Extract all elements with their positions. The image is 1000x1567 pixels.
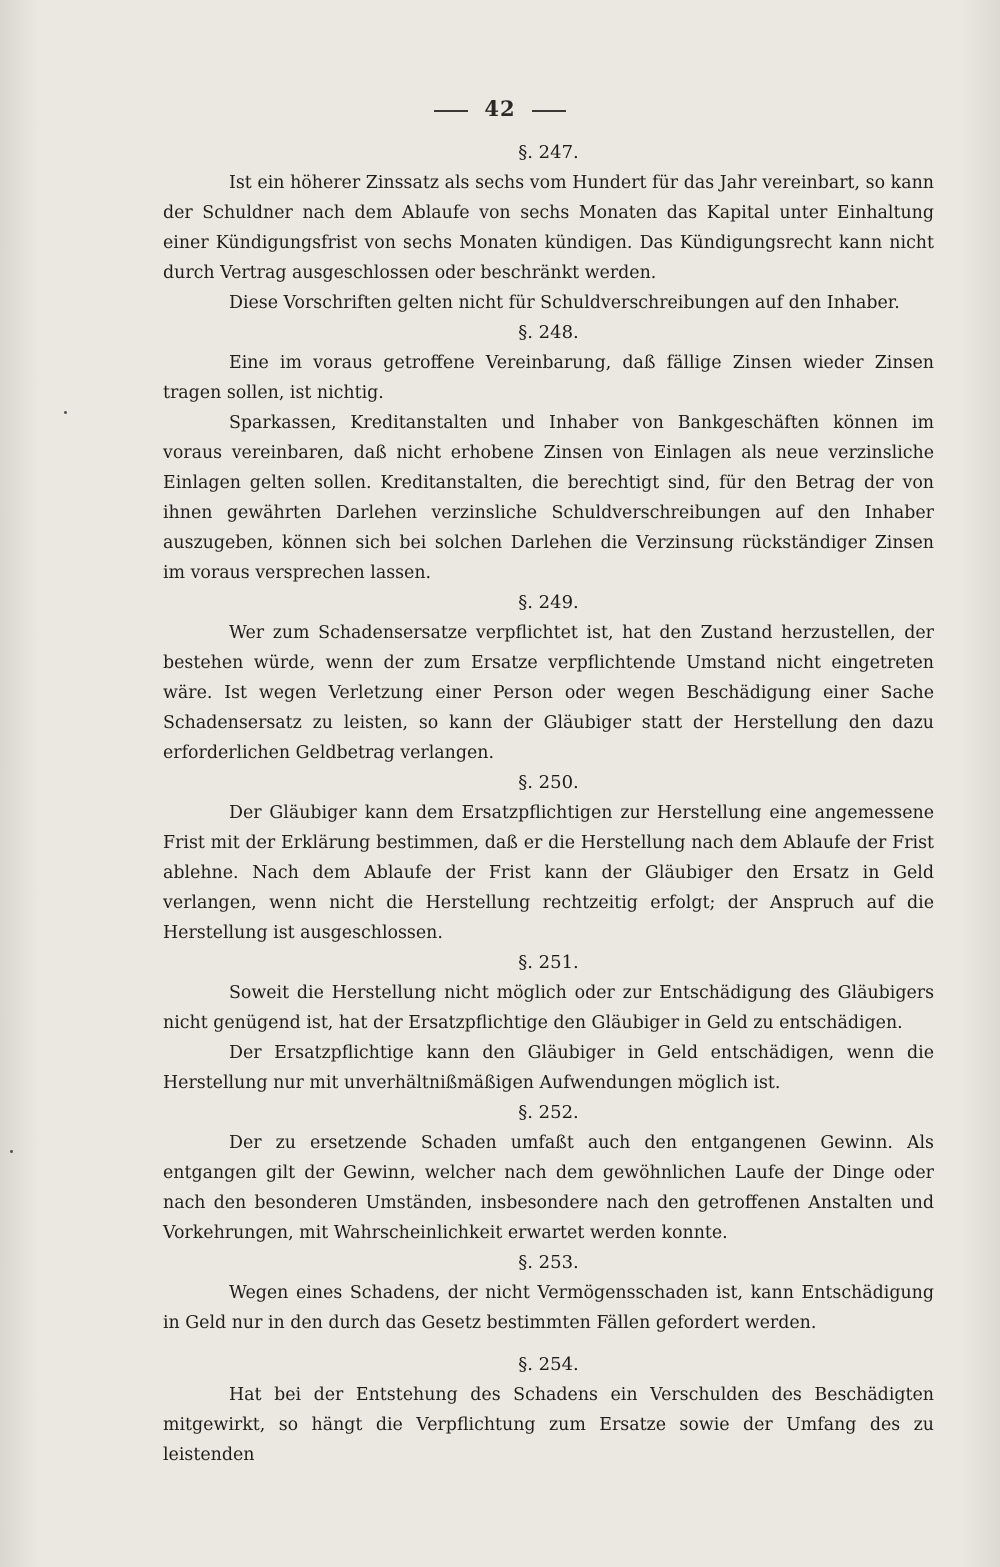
page-number-dash-left xyxy=(434,110,468,112)
paper-speck xyxy=(64,411,67,414)
paragraph-248-1: Eine im voraus getroffene Vereinbarung, daß fällige Zinsen wieder Zinsen tragen sollen, ist nichtig. xyxy=(163,353,934,403)
section-heading-249: §. 249. xyxy=(518,592,579,613)
section-heading-250: §. 250. xyxy=(518,772,579,793)
page-number xyxy=(0,96,1000,121)
section-heading-247: §. 247. xyxy=(518,142,579,163)
paragraph-254-1: Hat bei der Entstehung des Schadens ein Verschulden des Beschädigten mitgewirkt, so hängt die Verpflichtung zum Ersatze sowie der Umfang des zu leistenden xyxy=(163,1385,934,1465)
paragraph-247-1: Ist ein höherer Zinssatz als sechs vom Hundert für das Jahr vereinbart, so kann der Schuldner nach dem Ablaufe von sechs Monaten das Kapital unter Einhaltung einer Kündigungsfrist von sechs Monaten kündigen. Das Kündigungsrecht kann nicht durch Vertrag ausgeschlossen oder beschränkt werden. xyxy=(163,173,934,283)
page-number-value: 42 xyxy=(484,96,516,121)
section-heading-254: §. 254. xyxy=(518,1354,579,1375)
paragraph-249-1: Wer zum Schadensersatze verpflichtet ist, hat den Zustand herzustellen, der bestehen würde, wenn der zum Ersatze verpflichtende Umstand nicht eingetreten wäre. Ist wegen Verletzung einer Person oder wegen Beschädigung einer Sache Schadensersatz zu leisten, so kann der Gläubiger statt der Herstellung den dazu erforderlichen Geldbetrag verlangen. xyxy=(163,623,934,763)
page-number-dash-right xyxy=(532,110,566,112)
section-heading-252: §. 252. xyxy=(518,1102,579,1123)
paragraph-247-2: Diese Vorschriften gelten nicht für Schuldverschreibungen auf den Inhaber. xyxy=(229,293,900,313)
paper-speck xyxy=(10,1150,13,1153)
paragraph-251-1: Soweit die Herstellung nicht möglich oder zur Entschädigung des Gläubigers nicht genügend ist, hat der Ersatzpflichtige den Gläubiger in Geld zu entschädigen. xyxy=(163,983,934,1033)
paragraph-250-1: Der Gläubiger kann dem Ersatzpflichtigen zur Herstellung eine angemessene Frist mit der Erklärung bestimmen, daß er die Herstellung nach dem Ablaufe der Frist ablehne. Nach dem Ablaufe der Frist kann der Gläubiger den Ersatz in Geld verlangen, wenn nicht die Herstellung rechtzeitig erfolgt; der Anspruch auf die Herstellung ist ausgeschlossen. xyxy=(163,803,934,943)
body-text xyxy=(163,138,934,1470)
section-heading-248: §. 248. xyxy=(518,322,579,343)
section-heading-253: §. 253. xyxy=(518,1252,579,1273)
paragraph-252-1: Der zu ersetzende Schaden umfaßt auch den entgangenen Gewinn. Als entgangen gilt der Gewinn, welcher nach dem gewöhnlichen Laufe der Dinge oder nach den besonderen Umständen, insbesondere nach den getroffenen Anstalten und Vorkehrungen, mit Wahrscheinlichkeit erwartet werden konnte. xyxy=(163,1133,934,1243)
paragraph-251-2: Der Ersatzpflichtige kann den Gläubiger in Geld entschädigen, wenn die Herstellung nur mit unverhältnißmäßigen Aufwendungen möglich ist. xyxy=(163,1043,934,1093)
paragraph-248-2: Sparkassen, Kreditanstalten und Inhaber von Bankgeschäften können im voraus vereinbaren, daß nicht erhobene Zinsen von Einlagen als neue verzinsliche Einlagen gelten sollen. Kreditanstalten, die berechtigt sind, für den Betrag der von ihnen gewährten Darlehen verzinsliche Schuldverschreibungen auf den Inhaber auszugeben, können sich bei solchen Darlehen die Verzinsung rückständiger Zinsen im voraus versprechen lassen. xyxy=(163,413,934,583)
section-heading-251: §. 251. xyxy=(518,952,579,973)
paragraph-253-1: Wegen eines Schadens, der nicht Vermögensschaden ist, kann Entschädigung in Geld nur in den durch das Gesetz bestimmten Fällen gefordert werden. xyxy=(163,1283,934,1333)
